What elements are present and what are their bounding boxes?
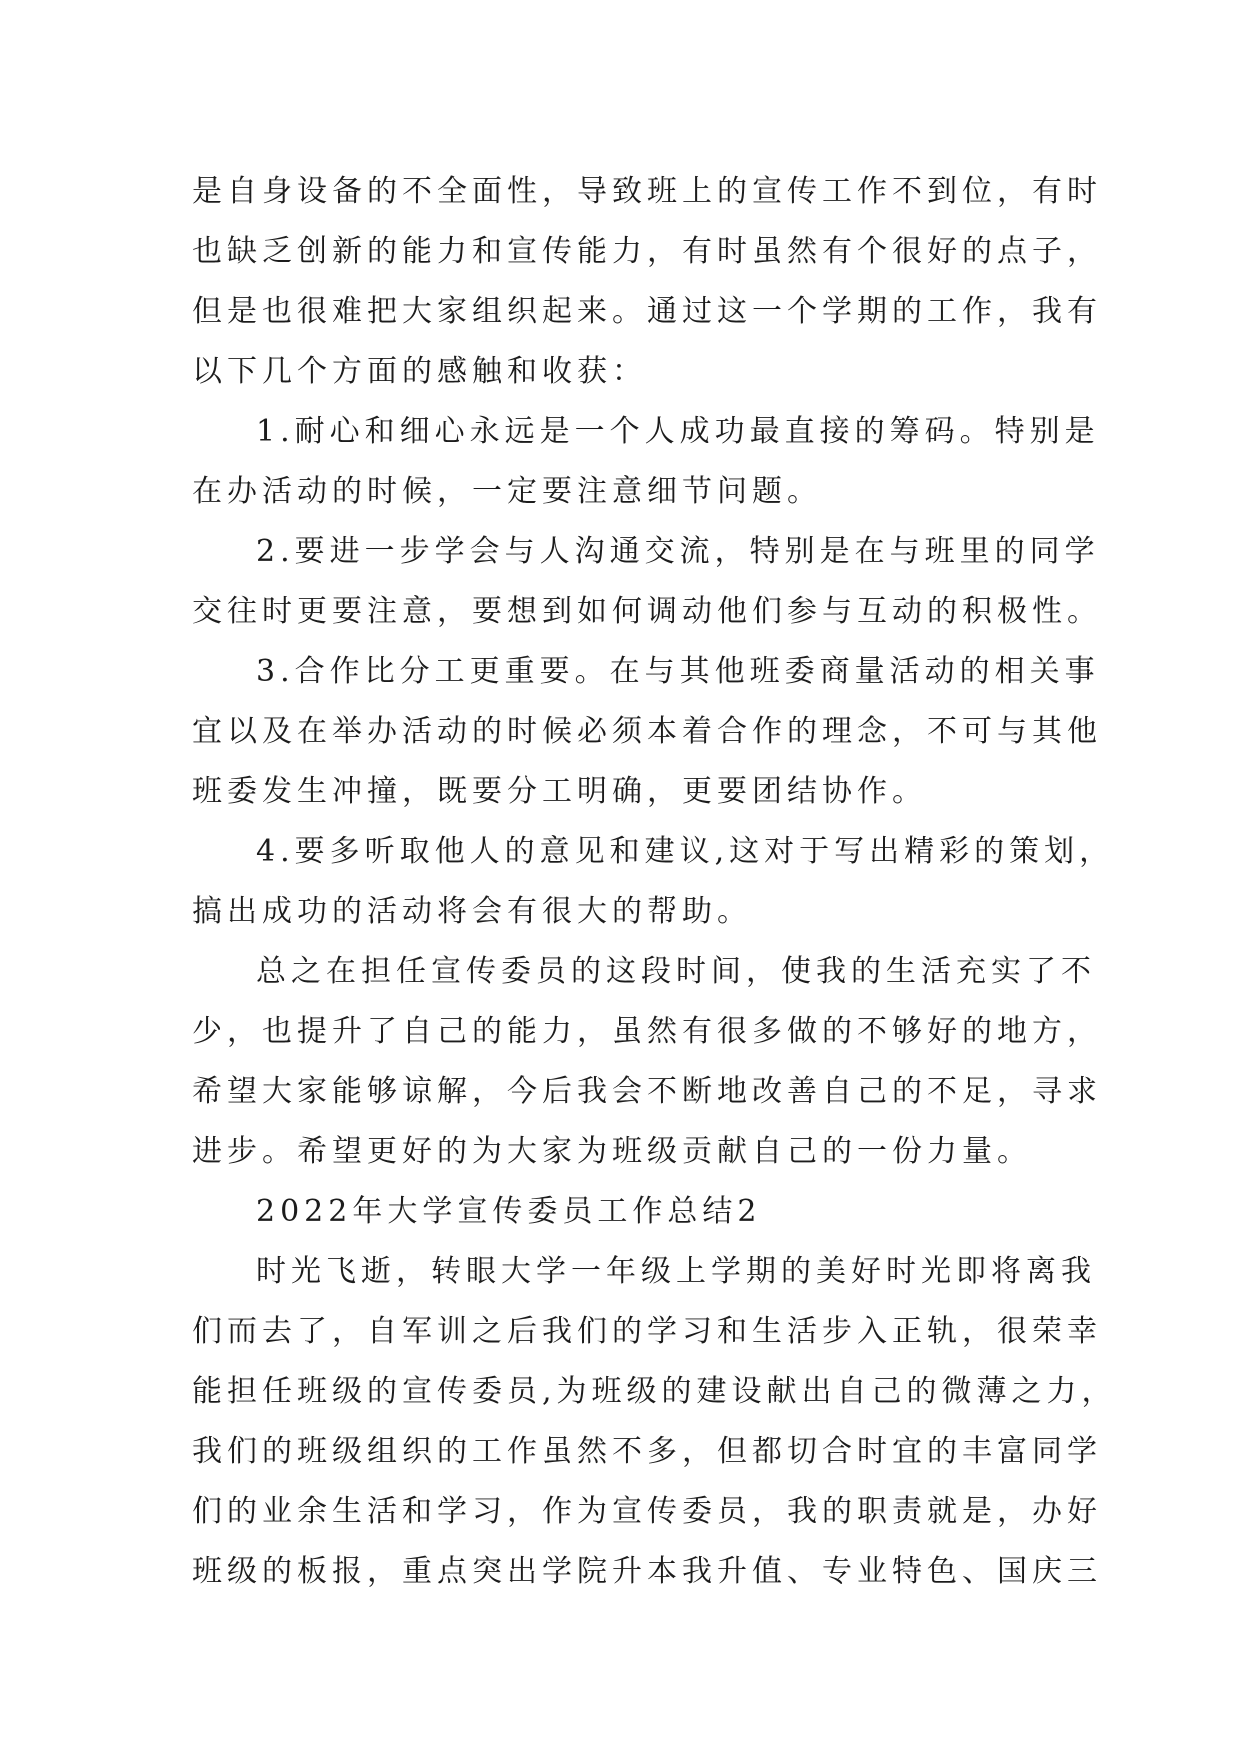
text-line: 也缺乏创新的能力和宣传能力，有时虽然有个很好的点子，: [192, 234, 1102, 269]
text-line: 少，也提升了自己的能力，虽然有很多做的不够好的地方，: [192, 1014, 1102, 1049]
paragraph-start: 时光飞逝，转眼大学一年级上学期的美好时光即将离我: [256, 1254, 1096, 1289]
text-line: 们的业余生活和学习，作为宣传委员，我的职责就是，办好: [192, 1494, 1102, 1529]
text-line: 宜以及在举办活动的时候必须本着合作的理念，不可与其他: [192, 714, 1102, 749]
text-line: 希望大家能够谅解，今后我会不断地改善自己的不足，寻求: [192, 1074, 1102, 1109]
text-line: 是自身设备的不全面性，导致班上的宣传工作不到位，有时: [192, 174, 1102, 209]
list-item-4: 4.要多听取他人的意见和建议,这对于写出精彩的策划，: [256, 834, 1115, 869]
text-line: 能担任班级的宣传委员,为班级的建设献出自己的微薄之力，: [192, 1374, 1117, 1409]
list-item-1: 1.耐心和细心永远是一个人成功最直接的筹码。特别是: [256, 414, 1100, 449]
list-item-2: 2.要进一步学会与人沟通交流，特别是在与班里的同学: [256, 534, 1100, 569]
summary-paragraph-start: 总之在担任宣传委员的这段时间，使我的生活充实了不: [256, 954, 1096, 989]
text-line: 搞出成功的活动将会有很大的帮助。: [192, 894, 752, 929]
text-line: 班级的板报，重点突出学院升本我升值、专业特色、国庆三: [192, 1554, 1102, 1589]
text-line: 们而去了，自军训之后我们的学习和生活步入正轨，很荣幸: [192, 1314, 1102, 1349]
text-line: 我们的班级组织的工作虽然不多，但都切合时宜的丰富同学: [192, 1434, 1102, 1469]
section-heading: 2022年大学宣传委员工作总结2: [256, 1194, 762, 1229]
text-line: 在办活动的时候，一定要注意细节问题。: [192, 474, 822, 509]
list-item-3: 3.合作比分工更重要。在与其他班委商量活动的相关事: [256, 654, 1100, 689]
text-line: 以下几个方面的感触和收获：: [192, 354, 647, 389]
text-line: 但是也很难把大家组织起来。通过这一个学期的工作，我有: [192, 294, 1102, 329]
text-line: 交往时更要注意，要想到如何调动他们参与互动的积极性。: [192, 594, 1102, 629]
text-line: 班委发生冲撞，既要分工明确，更要团结协作。: [192, 774, 927, 809]
text-line: 进步。希望更好的为大家为班级贡献自己的一份力量。: [192, 1134, 1032, 1169]
document-body: [192, 162, 1117, 1602]
